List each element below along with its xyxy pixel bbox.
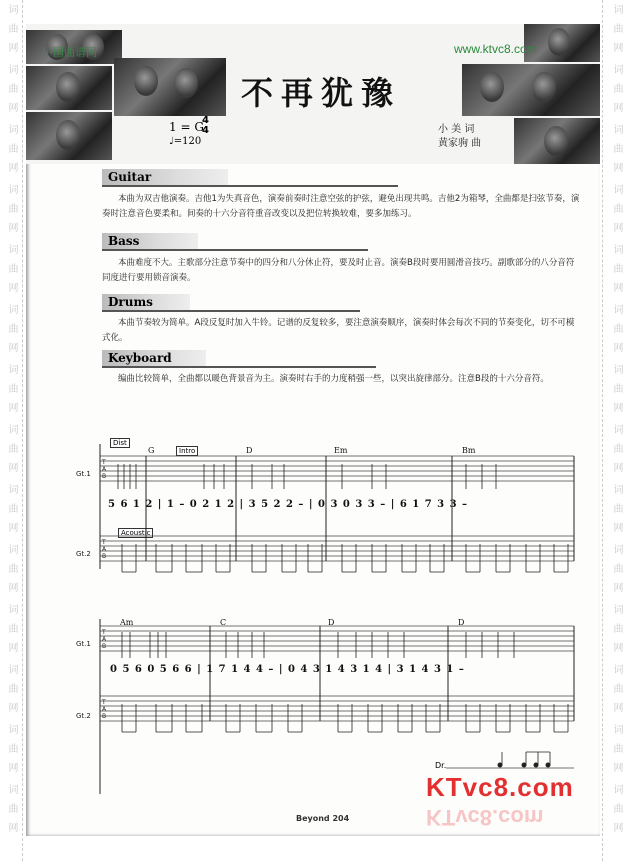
score-page [26,24,600,836]
watermark-text: 词 曲 网 [611,484,622,536]
dist-box: Dist [110,438,130,448]
watermark-text: 词 曲 网 [6,184,17,236]
section-heading-bass: Bass [102,233,198,249]
lyricist-credit: 小 美 词 [438,124,475,135]
chord-symbol: C [220,618,227,627]
chord-symbol: D [458,618,465,627]
acoustic-box: Acoustic [118,528,153,538]
chord-symbol: D [328,618,335,627]
section-heading-keyboard: Keyboard [102,350,206,366]
intro-box: Intro [176,446,198,456]
watermark-text: 词 曲 网 [6,784,17,836]
staff-lines [100,456,574,768]
svg-text:B: B [102,553,107,560]
watermark-text: 词 曲 网 [611,664,622,716]
site-label-right: www.ktvc8.com [454,42,537,56]
watermark-text: 词 曲 网 [611,544,622,596]
watermark-text: 词 曲 网 [6,544,17,596]
watermark-text: 词 曲 网 [6,4,17,56]
watermark-text: 词 曲 网 [611,124,622,176]
watermark-text: 词 曲 网 [6,724,17,776]
left-watermark-strip [0,0,23,861]
svg-text:B: B [102,713,107,720]
watermark-text: 词 曲 网 [6,664,17,716]
watermark-text: 词 曲 网 [611,4,622,56]
section-text-bass: 本曲难度不大。主歌部分注意节奏中的四分和八分休止符，要及时止音。演奏B段时要用圆滑音技巧。副歌部分的八分音符同度进行要用锁音演奏。 [102,258,575,283]
watermark-text: 词 曲 网 [611,424,622,476]
watermark-text: 词 曲 网 [611,304,622,356]
svg-text:T: T [102,539,106,546]
svg-text:B: B [102,473,107,480]
section-heading-guitar: Guitar [102,169,228,185]
tab-letters [101,459,107,720]
track-label: Gt.1 [76,470,91,478]
svg-text:A: A [102,466,107,473]
chord-symbol: G [148,446,155,455]
watermark-text: 词 曲 网 [611,64,622,116]
watermark-text: 词 曲 网 [611,604,622,656]
watermark-text: 词 曲 网 [6,484,17,536]
chord-symbol: D [246,446,253,455]
watermark-text: 词 曲 网 [6,364,17,416]
page-footer: Beyond 204 [296,814,350,823]
watermark-text: 词 曲 网 [611,724,622,776]
track-label: Gt.1 [76,640,91,648]
chord-symbol: Am [120,618,134,627]
chord-symbol: Bm [462,446,476,455]
section-text-keyboard: 编曲比较简单，全曲都以暖色背景音为主。演奏时右手的力度稍强一些，以突出旋律部分。注意B段的十六分音符。 [118,374,549,384]
drum-label: Dr. [435,761,447,770]
watermark-text: 词 曲 网 [611,184,622,236]
barlines [100,444,574,794]
svg-text:A: A [102,636,107,643]
numbered-notation-row: 0 5 6 0 5 6 6 | 1 7 1 4 4 – | 0 4 3 1 4 3 1 4 | 3 1 4 3 1 – [110,664,465,675]
section-text-drums: 本曲节奏较为简单。A段反复时加入牛铃。记谱的反复较多，要注意演奏顺序，演奏时体会每次不同的节奏变化，切不可模式化。 [102,318,575,343]
site-logo-reflection: KTvc8.com [426,805,544,830]
watermark-text: 词 曲 网 [611,784,622,836]
svg-text:T: T [102,699,106,706]
site-logo: KTvc8.com [426,772,574,802]
chord-symbol: Em [334,446,348,455]
tempo-mark: ♩=120 [169,136,202,147]
section-text-guitar: 本曲为双吉他演奏。吉他1为失真音色，演奏前奏时注意空弦的护弦，避免出现共鸣。吉他2为箱琴，全曲都是扫弦节奏，演奏时注意音色要柔和。间奏的十六分音符重音改变以及把位转换较难，要多加练习。 [102,194,580,219]
svg-text:A: A [102,546,107,553]
svg-text:T: T [102,459,106,466]
svg-text:A: A [102,706,107,713]
watermark-text: 词 曲 网 [6,604,17,656]
drum-notes [498,752,551,768]
watermark-text: 词 曲 网 [6,244,17,296]
time-sig-bottom: 4 [202,125,209,136]
staff-drawing [26,24,600,836]
track-label: Gt.2 [76,712,91,720]
track-label: Gt.2 [76,550,91,558]
site-label-left: 中国曲谱网 [42,46,97,59]
numbered-notation-row: 5 6 1 2 | 1 – 0 2 1 2 | 3 5 2 2 – | 0 3 0 3 3 – | 6 1 7 3 3 – [108,499,469,510]
right-watermark-strip [602,0,625,861]
watermark-text: 词 曲 网 [6,124,17,176]
song-title: 不再犹豫 [241,74,402,112]
watermark-text: 词 曲 网 [6,64,17,116]
key-signature: 1 = G [169,120,204,134]
svg-text:T: T [102,629,106,636]
composer-credit: 黄家驹 曲 [438,138,482,149]
strum-stems [122,544,568,732]
watermark-text: 词 曲 网 [611,364,622,416]
watermark-text: 词 曲 网 [6,304,17,356]
svg-text:B: B [102,643,107,650]
time-sig-top: 4 [202,115,209,126]
watermark-text: 词 曲 网 [6,424,17,476]
watermark-text: 词 曲 网 [611,244,622,296]
section-heading-drums: Drums [102,294,190,310]
